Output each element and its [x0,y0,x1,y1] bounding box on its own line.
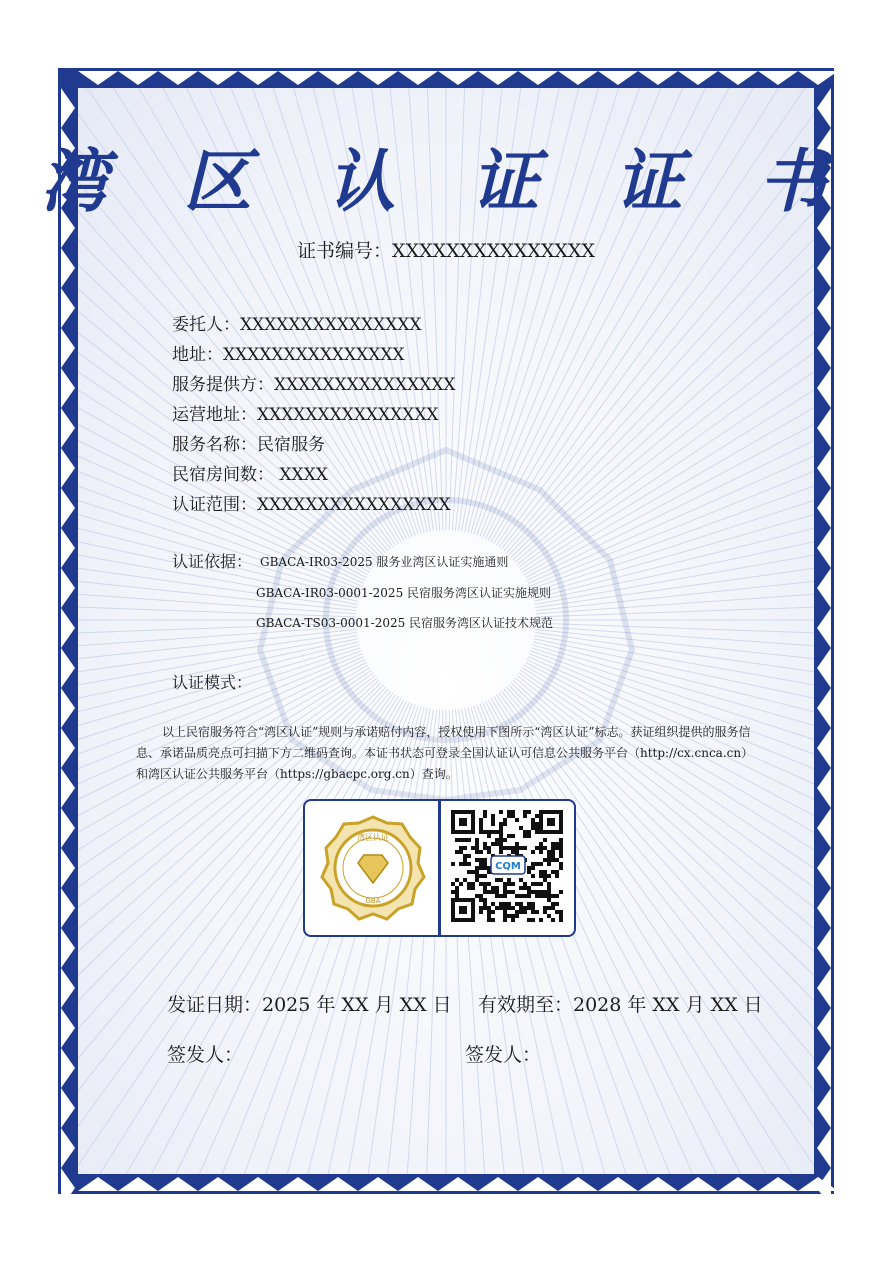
field-scope: 认证范围：XXXXXXXXXXXXXXXX [172,495,451,515]
field-room-count: 民宿房间数： XXXX [172,465,328,485]
signer-left: 签发人： [167,1044,244,1066]
logo-bottom-text: GBA [365,897,381,905]
gba-certification-logo [320,815,426,921]
qr-badge-text: CQM [495,861,521,872]
mark-qr-divider [438,801,441,935]
field-address: 地址：XXXXXXXXXXXXXXX [172,345,405,365]
qr-code[interactable] [451,810,563,922]
field-operating-address: 运营地址：XXXXXXXXXXXXXXX [172,405,439,425]
certificate-title: 湾 区 认 证 证 书 [39,142,853,222]
basis-item: GBACA-IR03-2025 服务业湾区认证实施通则 [260,555,509,569]
field-provider: 服务提供方：XXXXXXXXXXXXXXX [172,375,456,395]
field-service-name: 服务名称：民宿服务 [172,435,325,455]
certification-mode: 认证模式： [172,673,253,692]
logo-top-text: 湾区认证 [357,833,389,842]
statement-text: 以上民宿服务符合“湾区认证”规则与承诺赔付内容，授权使用下图所示“湾区认证”标志。获证组织提供的服务信息、承诺品质亮点可扫描下方二维码查询。本证书状态可登录全国认证认可信息公共服务平台（http://cx.cnca.cn）和湾区认证公共服务平台（https://gbacpc.org.cn）查询。 [136,725,754,781]
field-entrust: 委托人：XXXXXXXXXXXXXXX [172,315,422,335]
basis-label: 认证依据： [172,552,253,571]
issue-date: 发证日期：2025 年 XX 月 XX 日 [167,994,452,1016]
basis-item: GBACA-IR03-0001-2025 民宿服务湾区认证实施规则 [256,586,552,600]
basis-item: GBACA-TS03-0001-2025 民宿服务湾区认证技术规范 [256,616,554,630]
valid-until-date: 有效期至：2028 年 XX 月 XX 日 [478,994,763,1016]
statement-paragraph [136,722,760,785]
certificate-number: 证书编号：XXXXXXXXXXXXXXX [297,240,595,262]
signer-right: 签发人： [465,1044,542,1066]
